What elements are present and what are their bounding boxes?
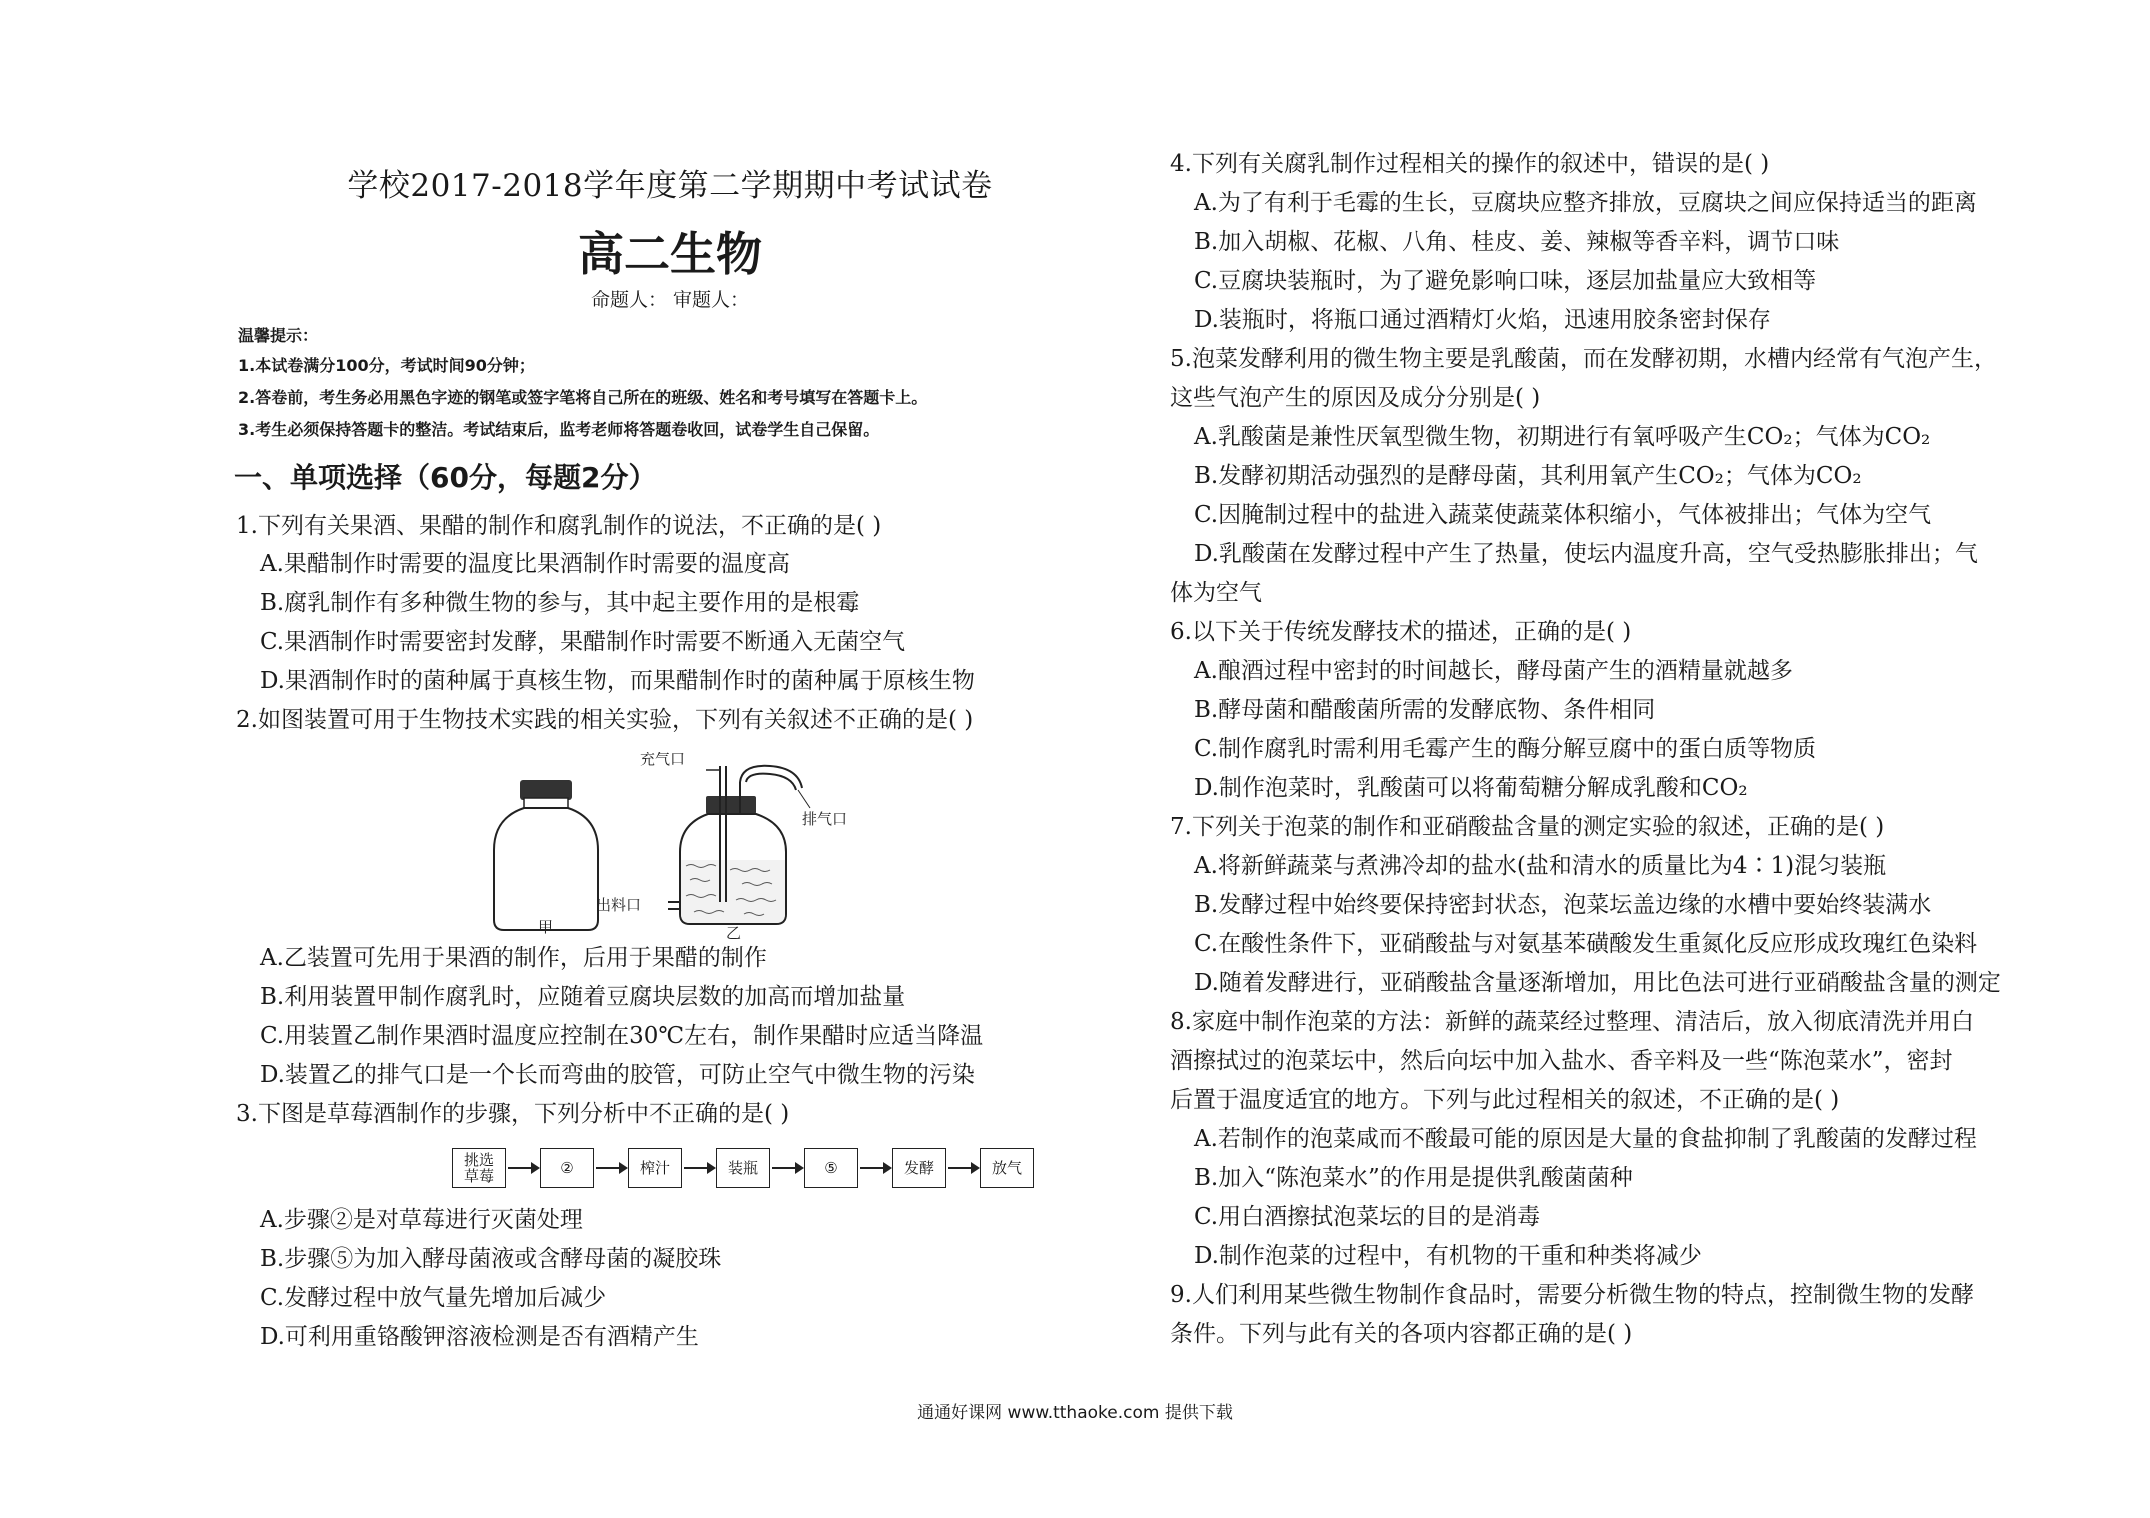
option: A.若制作的泡菜咸而不酸最可能的原因是大量的食盐抑制了乳酸菌的发酵过程 (1194, 1126, 1977, 1152)
option: B.发酵初期活动强烈的是酵母菌，其利用氧产生CO₂；气体为CO₂ (1194, 463, 1862, 489)
option: A.果醋制作时需要的温度比果酒制作时需要的温度高 (260, 551, 790, 577)
option: D.可利用重铬酸钾溶液检测是否有酒精产生 (260, 1324, 699, 1350)
question-stem-cont: 这些气泡产生的原因及成分分别是( ) (1170, 385, 1541, 411)
option: D.果酒制作时的菌种属于真核生物，而果醋制作时的菌种属于原核生物 (260, 668, 975, 694)
question-stem: 3.下图是草莓酒制作的步骤，下列分析中不正确的是( ) (236, 1101, 790, 1127)
option: A.乙装置可先用于果酒的制作，后用于果醋的制作 (260, 945, 767, 971)
option: C.因腌制过程中的盐进入蔬菜使蔬菜体积缩小，气体被排出；气体为空气 (1194, 502, 1932, 528)
footer-source: 通通好课网 www.tthaoke.com 提供下载 (917, 1403, 1233, 1423)
option: B.腐乳制作有多种微生物的参与，其中起主要作用的是根霉 (260, 590, 860, 616)
option: D.装置乙的排气口是一个长而弯曲的胶管，可防止空气中微生物的污染 (260, 1062, 975, 1088)
flow-arrow (596, 1167, 626, 1169)
notice-title: 温馨提示： (238, 326, 319, 345)
option: D.随着发酵进行，亚硝酸盐含量逐渐增加，用比色法可进行亚硝酸盐含量的测定 (1194, 970, 2001, 996)
exhaust-label: 排气口 (802, 810, 848, 828)
option: A.步骤②是对草莓进行灭菌处理 (260, 1207, 583, 1233)
flow-step: 挑选草莓 (452, 1148, 506, 1188)
question-stem-cont: 后置于温度适宜的地方。下列与此过程相关的叙述，不正确的是( ) (1170, 1087, 1840, 1113)
option: B.发酵过程中始终要保持密封状态，泡菜坛盖边缘的水槽中要始终装满水 (1194, 892, 1932, 918)
question-stem: 8.家庭中制作泡菜的方法：新鲜的蔬菜经过整理、清洁后，放入彻底清洗并用白 (1170, 1009, 1974, 1035)
option: A.将新鲜蔬菜与煮沸冷却的盐水(盐和清水的质量比为4∶1)混匀装瓶 (1194, 853, 1887, 879)
flow-arrow (860, 1167, 890, 1169)
option: A.酿酒过程中密封的时间越长，酵母菌产生的酒精量就越多 (1194, 658, 1793, 684)
jar-a-label: 甲 (538, 918, 554, 936)
fermentation-apparatus-figure (480, 752, 880, 944)
option: D.制作泡菜的过程中，有机物的干重和种类将减少 (1194, 1243, 1702, 1269)
option: C.用装置乙制作果酒时温度应控制在30℃左右，制作果醋时应适当降温 (260, 1023, 984, 1049)
question-stem: 1.下列有关果酒、果醋的制作和腐乳制作的说法，不正确的是( ) (236, 513, 882, 539)
option: D.装瓶时，将瓶口通过酒精灯火焰，迅速用胶条密封保存 (1194, 307, 1771, 333)
question-stem: 5.泡菜发酵利用的微生物主要是乳酸菌，而在发酵初期，水槽内经常有气泡产生， (1170, 346, 1997, 372)
flow-step: 放气 (980, 1148, 1034, 1188)
flow-arrow (948, 1167, 978, 1169)
notice-item: 3.考生必须保持答题卡的整洁。考试结束后，监考老师将答题卷收回，试卷学生自己保留。 (238, 420, 880, 439)
option: D.制作泡菜时，乳酸菌可以将葡萄糖分解成乳酸和CO₂ (1194, 775, 1748, 801)
notice-item: 1.本试卷满分100分，考试时间90分钟； (238, 356, 535, 375)
flow-step: 榨汁 (628, 1148, 682, 1188)
question-stem-cont: 条件。下列与此有关的各项内容都正确的是( ) (1170, 1321, 1633, 1347)
option: C.豆腐块装瓶时，为了避免影响口味，逐层加盐量应大致相等 (1194, 268, 1817, 294)
option: A.为了有利于毛霉的生长，豆腐块应整齐排放，豆腐块之间应保持适当的距离 (1194, 190, 1977, 216)
notice-item: 2.答卷前，考生务必用黑色字迹的钢笔或签字笔将自己所在的班级、姓名和考号填写在答题卡上。 (238, 388, 928, 407)
question-stem: 9.人们利用某些微生物制作食品时，需要分析微生物的特点，控制微生物的发酵 (1170, 1282, 1974, 1308)
option: C.制作腐乳时需利用毛霉产生的酶分解豆腐中的蛋白质等物质 (1194, 736, 1817, 762)
jar-b-label: 乙 (726, 924, 742, 940)
option: B.加入胡椒、花椒、八角、桂皮、姜、辣椒等香辛料，调节口味 (1194, 229, 1840, 255)
question-stem-cont: 酒擦拭过的泡菜坛中，然后向坛中加入盐水、香辛料及一些“陈泡菜水”，密封 (1170, 1048, 1953, 1074)
flow-arrow (508, 1167, 538, 1169)
option: B.步骤⑤为加入酵母菌液或含酵母菌的凝胶珠 (260, 1246, 722, 1272)
option: C.果酒制作时需要密封发酵，果醋制作时需要不断通入无菌空气 (260, 629, 906, 655)
inlet-label: 充气口 (640, 752, 686, 768)
subject-title: 高二生物 (578, 227, 762, 281)
option: C.发酵过程中放气量先增加后减少 (260, 1285, 607, 1311)
option: B.酵母菌和醋酸菌所需的发酵底物、条件相同 (1194, 697, 1656, 723)
option: C.用白酒擦拭泡菜坛的目的是消毒 (1194, 1204, 1541, 1230)
exam-title: 学校2017-2018学年度第二学期期中考试试卷 (347, 168, 993, 204)
outlet-label: 出料口 (596, 896, 642, 914)
flow-step: ② (540, 1148, 594, 1188)
option: C.在酸性条件下，亚硝酸盐与对氨基苯磺酸发生重氮化反应形成玫瑰红色染料 (1194, 931, 1978, 957)
jar-a-figure (494, 780, 598, 930)
flow-step: 发酵 (892, 1148, 946, 1188)
strawberry-wine-flowchart (452, 1148, 1034, 1188)
authors-line: 命题人： 审题人： (590, 289, 750, 311)
flow-arrow (772, 1167, 802, 1169)
question-stem: 7.下列关于泡菜的制作和亚硝酸盐含量的测定实验的叙述，正确的是( ) (1170, 814, 1885, 840)
option-cont: 体为空气 (1170, 580, 1262, 606)
jar-b-figure (668, 766, 810, 924)
question-stem: 2.如图装置可用于生物技术实践的相关实验，下列有关叙述不正确的是( ) (236, 707, 974, 733)
option: B.加入“陈泡菜水”的作用是提供乳酸菌菌种 (1194, 1165, 1633, 1191)
question-stem: 4.下列有关腐乳制作过程相关的操作的叙述中，错误的是( ) (1170, 151, 1770, 177)
option: B.利用装置甲制作腐乳时，应随着豆腐块层数的加高而增加盐量 (260, 984, 906, 1010)
question-stem: 6.以下关于传统发酵技术的描述，正确的是( ) (1170, 619, 1632, 645)
section-title: 一、单项选择（60分，每题2分） (234, 461, 657, 494)
flow-step: ⑤ (804, 1148, 858, 1188)
option: A.乳酸菌是兼性厌氧型微生物，初期进行有氧呼吸产生CO₂；气体为CO₂ (1194, 424, 1931, 450)
option: D.乳酸菌在发酵过程中产生了热量，使坛内温度升高，空气受热膨胀排出；气 (1194, 541, 1978, 567)
flow-arrow (684, 1167, 714, 1169)
flow-step: 装瓶 (716, 1148, 770, 1188)
